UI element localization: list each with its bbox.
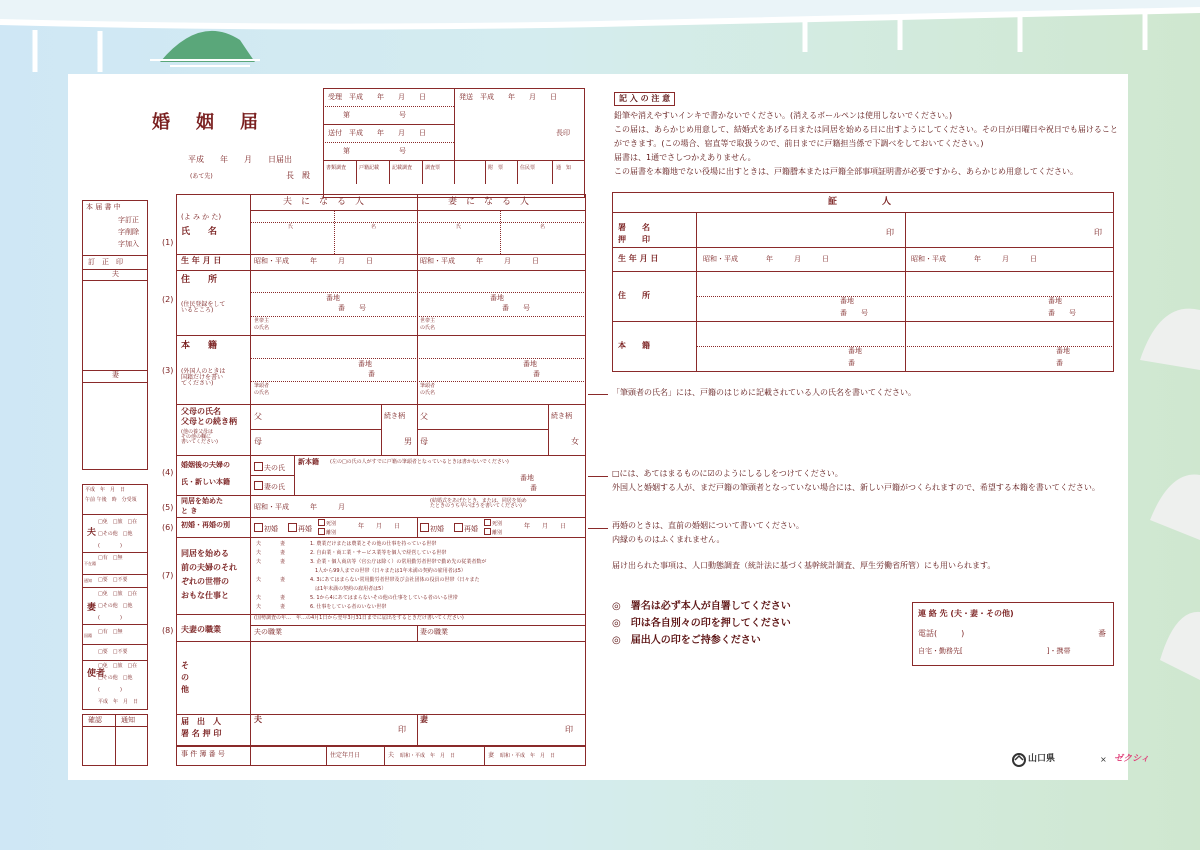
witness-2-seal: 印 bbox=[1094, 228, 1102, 237]
wife-signature: 妻 bbox=[420, 715, 428, 724]
cohabit-label-2: と き bbox=[181, 507, 198, 515]
work-h-2: 夫 bbox=[256, 550, 262, 556]
side-husband: 夫 bbox=[87, 528, 97, 538]
section-number-1: (1) bbox=[162, 238, 174, 247]
address-sub: (住民登録をして いるところ) bbox=[181, 301, 226, 314]
yamaguchi-logo bbox=[1012, 752, 1082, 768]
office-col-1: 書類調査 bbox=[326, 165, 347, 171]
wife-father: 父 bbox=[420, 412, 428, 421]
residence-wife: 妻 bbox=[488, 752, 495, 759]
work-w-1: 妻 bbox=[280, 541, 286, 547]
section-number-2: (2) bbox=[162, 295, 174, 304]
witness-table bbox=[612, 192, 1114, 372]
note-line-2: この届は、あらかじめ用意して、結婚式をあげる日または同居を始める日に出すようにしてください。その日が日曜日や祝日でも届けること bbox=[614, 125, 1118, 134]
wife-address-go: 番 号 bbox=[502, 304, 530, 312]
witness-1-honseki-banchi: 番地 bbox=[848, 347, 862, 355]
confirm-label: 確認 bbox=[88, 716, 102, 724]
reading-label: (よ み か た) bbox=[181, 213, 222, 221]
yamaguchi-emblem-icon bbox=[1012, 753, 1026, 767]
husband-birth: 昭和・平成 年 月 日 bbox=[254, 257, 373, 265]
witness-1-honseki-ban: 番 bbox=[848, 359, 855, 367]
wife-first-marriage[interactable]: 初婚 bbox=[420, 523, 444, 533]
husband-mother: 母 bbox=[254, 437, 262, 446]
work-w-3: 妻 bbox=[280, 559, 286, 565]
note-line-1: 鉛筆や消えやすいインキで書かないでください。(消えるボールペンは使用しないでください。) bbox=[614, 111, 953, 120]
husband-father: 父 bbox=[254, 412, 262, 421]
wife-given: 名 bbox=[540, 224, 546, 230]
wife-remarriage-date: 年 月 日 bbox=[524, 523, 567, 530]
honseki-label: 本 籍 bbox=[181, 341, 218, 351]
husband-check-4: □有 □無 bbox=[98, 555, 123, 561]
parents-relation-label: 父母との続き柄 bbox=[181, 417, 237, 426]
section-number-7: (7) bbox=[162, 571, 174, 580]
husband-family-head: 筆頭者 bbox=[254, 383, 270, 389]
work-w-5: 妻 bbox=[280, 595, 286, 601]
work-w-4: 妻 bbox=[280, 577, 286, 583]
witness-2-birth: 昭和・平成 年 月 日 bbox=[911, 255, 1037, 263]
new-domicile-banchi: 番地 bbox=[520, 474, 534, 482]
left-item-3: 字加入 bbox=[118, 240, 139, 248]
new-domicile-label: 氏・新しい本籍 bbox=[181, 478, 230, 486]
cohabit-note: (結婚式をあげたとき、または、同居を始め たときのうち早いほうを書いてください) bbox=[430, 498, 527, 509]
left-wife: 妻 bbox=[112, 371, 119, 379]
husband-divorce[interactable]: 離別 bbox=[318, 528, 336, 536]
section-number-4: (4) bbox=[162, 468, 174, 477]
sent-date: 送付 平成 年 月 日 bbox=[328, 129, 426, 137]
witness-birth-label: 生 年 月 日 bbox=[618, 254, 659, 263]
wife-birth: 昭和・平成 年 月 日 bbox=[420, 257, 539, 265]
signer-label: 届 出 人 bbox=[181, 717, 221, 726]
honseki-sub: (外国人のときは 国籍だけを書い てください) bbox=[181, 368, 226, 387]
husband-son: 男 bbox=[404, 437, 412, 446]
residence-wife-date: 昭和・平成 年 月 日 bbox=[500, 753, 556, 759]
work-item-2: 2. 自由業・商工業・サービス業等を個人で経営している世帯 bbox=[310, 550, 447, 556]
witness-sign-label: 署 名 押 印 bbox=[618, 223, 650, 244]
received-number: 第 号 bbox=[343, 111, 406, 119]
left-panel-title: 本 届 書 中 bbox=[86, 203, 121, 211]
other-label: そ の 他 bbox=[181, 661, 189, 694]
wife-mother: 母 bbox=[420, 437, 428, 446]
note-statistics: 届け出られた事項は、人口動態調査（統計法に基づく基幹統計調査、厚生労働省所管）にも用いられます。 bbox=[612, 561, 996, 570]
remarriage-label: 初婚・再婚の別 bbox=[181, 521, 230, 529]
husband-remarriage-date: 年 月 日 bbox=[358, 523, 401, 530]
wife-check-3: ( ) bbox=[98, 615, 122, 621]
work-h-4: 夫 bbox=[256, 577, 262, 583]
job-label: 夫妻の職業 bbox=[181, 625, 221, 634]
work-item-3: 3. 企業・個人商店等（官公庁は除く）の常用勤労者世帯で勤め先の従業者数が bbox=[310, 559, 487, 565]
residence-husband: 夫 bbox=[388, 752, 395, 759]
witness-2-honseki-banchi: 番地 bbox=[1056, 347, 1070, 355]
must-separate-seals: ◎ 印は各自別々の印を押してください bbox=[612, 618, 791, 629]
wife-surname: 氏 bbox=[456, 224, 462, 230]
wife-honseki-banchi: 番地 bbox=[523, 360, 537, 368]
receipt-date: 平成 年 月 日 bbox=[85, 487, 126, 493]
husband-honseki-banchi: 番地 bbox=[358, 360, 372, 368]
cohabit-label: 同居を始めた bbox=[181, 497, 223, 505]
yamaguchi-logo-text: 山口県 bbox=[1028, 754, 1056, 764]
user-check-1: □免 □旅 □在 bbox=[98, 663, 138, 669]
husband-address-banchi: 番地 bbox=[326, 294, 340, 302]
office-col-7: 通 知 bbox=[556, 165, 572, 171]
wife-job: 妻の職業 bbox=[420, 628, 448, 636]
office-col-2: 戸籍記載 bbox=[359, 165, 380, 171]
parents-sub: (他の養父母は その他の欄に 書いてください) bbox=[181, 429, 218, 445]
must-sign: ◎ 署名は必ず本人が自署してください bbox=[612, 601, 791, 612]
wife-check-5: □要 □不要 bbox=[98, 649, 128, 655]
user-check-2: □その他 □他 bbox=[98, 675, 133, 681]
work-h-3: 夫 bbox=[256, 559, 262, 565]
wife-seal: 印 bbox=[565, 725, 573, 734]
note-head-of-family: 「筆頭者の氏名」には、戸籍のはじめに記載されている人の氏名を書いてください。 bbox=[612, 388, 916, 397]
left-husband: 夫 bbox=[112, 270, 119, 278]
new-domicile-ban: 番 bbox=[530, 484, 537, 492]
name-label: 氏 名 bbox=[181, 227, 218, 237]
husband-check-2: □その他 □他 bbox=[98, 531, 133, 537]
work-label-4: おもな仕事と bbox=[181, 591, 229, 600]
cohabit-date: 昭和・平成 年 月 bbox=[254, 503, 345, 511]
work-item-3b: 1人から99人までの世帯（日々または1年未満の契約の雇用者は5） bbox=[310, 568, 466, 574]
work-h-1: 夫 bbox=[256, 541, 262, 547]
note-remarriage: 再婚のときは、直前の婚姻について書いてください。 bbox=[612, 521, 804, 530]
left-item-2: 字削除 bbox=[118, 228, 139, 236]
side-wife: 妻 bbox=[87, 603, 97, 613]
husband-household-head-name: の氏名 bbox=[254, 325, 270, 331]
main-form-grid bbox=[176, 194, 586, 746]
marriage-registration-sheet bbox=[68, 74, 1150, 780]
witness-1-seal: 印 bbox=[886, 228, 894, 237]
work-w-2: 妻 bbox=[280, 550, 286, 556]
husband-address-go: 番 号 bbox=[338, 304, 366, 312]
residence-date-label: 住定年月日 bbox=[330, 752, 361, 759]
work-h-6: 夫 bbox=[256, 604, 262, 610]
new-domicile-note: (左の□の氏の人がすでに戸籍の筆頭者となっているときは書かないでください) bbox=[330, 459, 509, 465]
witness-2-ban-go: 番 号 bbox=[1048, 309, 1076, 317]
wife-remarriage[interactable]: 再婚 bbox=[454, 523, 478, 533]
work-item-1: 1. 農業だけまたは農業とその他の仕事を持っている世帯 bbox=[310, 541, 437, 547]
husband-household-head: 世帯主 bbox=[254, 318, 270, 324]
job-note: (国勢調査の年… 年…の4月1日から翌年3月31日までに届出をするときだけ書いてください) bbox=[254, 615, 464, 621]
mayor-label: 長 殿 bbox=[286, 171, 310, 180]
addressee-note: (あて先) bbox=[190, 173, 213, 180]
parents-label: 父母の氏名 bbox=[181, 407, 221, 416]
office-col-6: 住民票 bbox=[520, 165, 536, 171]
zexy-logo: ゼクシィ bbox=[1114, 754, 1150, 764]
contact-phone-ban: 番 bbox=[1098, 629, 1106, 638]
husband-job: 夫の職業 bbox=[254, 628, 282, 636]
husband-death[interactable]: 死別 bbox=[318, 519, 336, 527]
work-item-4b: は1年未満の契約の雇用者は5） bbox=[310, 586, 387, 592]
chief-seal: 長印 bbox=[556, 129, 570, 137]
husband-signature: 夫 bbox=[254, 715, 262, 724]
wife-daughter: 女 bbox=[571, 437, 579, 446]
husband-remarriage[interactable]: 再婚 bbox=[288, 523, 312, 533]
section-number-3: (3) bbox=[162, 366, 174, 375]
must-bring-seal: ◎ 届出人の印をご持参ください bbox=[612, 635, 761, 646]
left-item-1: 字訂正 bbox=[118, 216, 139, 224]
witness-1-birth: 昭和・平成 年 月 日 bbox=[703, 255, 829, 263]
husband-given: 名 bbox=[371, 224, 377, 230]
note-line-5: この届書を本籍地でない役場に出すときは、戸籍謄本または戸籍全部事項証明書が必要ですから、あらかじめ用意してください。 bbox=[614, 167, 1078, 176]
work-h-5: 夫 bbox=[256, 595, 262, 601]
wife-column-header: 妻 に な る 人 bbox=[448, 197, 530, 207]
husband-column-header: 夫 に な る 人 bbox=[283, 197, 365, 207]
logo-separator: × bbox=[1100, 755, 1107, 764]
work-label-1: 同居を始める bbox=[181, 549, 229, 558]
work-item-6: 6. 仕事をしている者のいない世帯 bbox=[310, 604, 387, 610]
husband-surname: 氏 bbox=[288, 224, 294, 230]
side-user: 使者 bbox=[87, 669, 106, 679]
section-number-6: (6) bbox=[162, 523, 174, 532]
wife-family-head: 筆頭者 bbox=[420, 383, 436, 389]
husband-seal: 印 bbox=[398, 725, 406, 734]
office-col-3: 記載調査 bbox=[392, 165, 413, 171]
contact-title: 連 絡 先 (夫・妻・その他) bbox=[918, 609, 1014, 618]
wife-divorce[interactable]: 離別 bbox=[484, 528, 502, 536]
abbr-2: 通知 bbox=[84, 578, 92, 583]
new-family-label: 婚姻後の夫婦の bbox=[181, 461, 230, 469]
wife-check-2: □その他 □他 bbox=[98, 603, 133, 609]
wife-household-head: 世帯主 bbox=[420, 318, 436, 324]
wife-honseki-ban: 番 bbox=[533, 370, 540, 378]
section-number-8: (8) bbox=[162, 626, 174, 635]
receipt-time: 午前 午後 時 分受領 bbox=[85, 497, 137, 503]
correction-seal: 訂 正 印 bbox=[88, 258, 123, 266]
notify-label: 通知 bbox=[121, 716, 135, 724]
office-col-5: 附 票 bbox=[488, 165, 504, 171]
husband-family-head-name: の氏名 bbox=[254, 390, 270, 396]
wife-family-head-name: の氏名 bbox=[420, 390, 436, 396]
sent-number: 第 号 bbox=[343, 147, 406, 155]
wife-death[interactable]: 死別 bbox=[484, 519, 502, 527]
work-label-3: ぞれの世帯の bbox=[181, 577, 229, 586]
work-w-6: 妻 bbox=[280, 604, 286, 610]
wife-address-banchi: 番地 bbox=[490, 294, 504, 302]
residence-husband-date: 昭和・平成 年 月 日 bbox=[400, 753, 456, 759]
wife-check-4: □有 □無 bbox=[98, 629, 123, 635]
section-number-5: (5) bbox=[162, 503, 174, 512]
wife-relation: 続き柄 bbox=[551, 412, 572, 420]
husband-check-3: ( ) bbox=[98, 543, 122, 549]
note-foreign-spouse: 外国人と婚姻する人が、まだ戸籍の筆頭者となっていない場合には、新しい戸籍がつくられますので、希望する本籍を書いてください。 bbox=[612, 483, 1100, 492]
office-col-4: 調査票 bbox=[425, 165, 441, 171]
form-title: 婚 姻 届 bbox=[152, 112, 262, 133]
contact-home-work: 自宅・勤務先[ ]・携帯 bbox=[918, 647, 1071, 655]
work-item-5: 5. 1から4にあてはまらないその他の仕事をしている者のいる世帯 bbox=[310, 595, 458, 601]
witness-address-label: 住 所 bbox=[618, 291, 650, 300]
witness-title: 証 人 bbox=[828, 197, 892, 207]
husband-check-5: □要 □不要 bbox=[98, 577, 128, 583]
birth-label: 生 年 月 日 bbox=[181, 256, 222, 265]
husband-honseki-ban: 番 bbox=[368, 370, 375, 378]
witness-honseki-label: 本 籍 bbox=[618, 341, 650, 350]
dispatch-date: 発送 平成 年 月 日 bbox=[459, 93, 557, 101]
wife-surname-option[interactable]: 妻の氏 bbox=[254, 481, 285, 491]
case-number-label: 事 件 簿 番 号 bbox=[181, 750, 225, 758]
wife-household-head-name: の氏名 bbox=[420, 325, 436, 331]
note-common-law: 内縁のものはふくまれません。 bbox=[612, 535, 725, 544]
witness-2-honseki-ban: 番 bbox=[1056, 359, 1063, 367]
address-label: 住 所 bbox=[181, 275, 218, 285]
witness-2-banchi: 番地 bbox=[1048, 297, 1062, 305]
witness-1-banchi: 番地 bbox=[840, 297, 854, 305]
husband-surname-option[interactable]: 夫の氏 bbox=[254, 462, 285, 472]
user-check-3: ( ) bbox=[98, 687, 122, 693]
contact-phone: 電話( ) bbox=[918, 629, 965, 638]
note-line-4: 届書は、1通でさしつかえありません。 bbox=[614, 153, 756, 162]
husband-check-1: □免 □旅 □在 bbox=[98, 519, 138, 525]
work-label-2: 前の夫婦のそれ bbox=[181, 563, 237, 572]
witness-1-ban-go: 番 号 bbox=[840, 309, 868, 317]
user-date: 平成 年 月 日 bbox=[98, 699, 139, 705]
submission-date: 平成 年 月 日届出 bbox=[188, 155, 292, 164]
work-item-4: 4. 3にあてはまらない常用勤労者世帯及び会社団体の役員の世帯（日々また bbox=[310, 577, 480, 583]
wife-check-1: □免 □旅 □在 bbox=[98, 591, 138, 597]
note-checkbox: □には、あてはまるものに☑のようにしるしをつけてください。 bbox=[612, 469, 843, 478]
new-domicile-title: 新本籍 bbox=[298, 458, 319, 466]
abbr-3: 国籍 bbox=[84, 633, 92, 638]
husband-first-marriage[interactable]: 初婚 bbox=[254, 523, 278, 533]
note-line-3: ができます。(この場合、宿直等で取扱うので、前日までに戸籍担当係で下調べをしておいてください。) bbox=[614, 139, 984, 148]
notes-title: 記 入 の 注 意 bbox=[614, 92, 675, 106]
received-date: 受理 平成 年 月 日 bbox=[328, 93, 426, 101]
abbr-1: 不在籍 bbox=[84, 561, 96, 566]
husband-relation: 続き柄 bbox=[384, 412, 405, 420]
signer-seal-label: 署 名 押 印 bbox=[181, 729, 222, 738]
